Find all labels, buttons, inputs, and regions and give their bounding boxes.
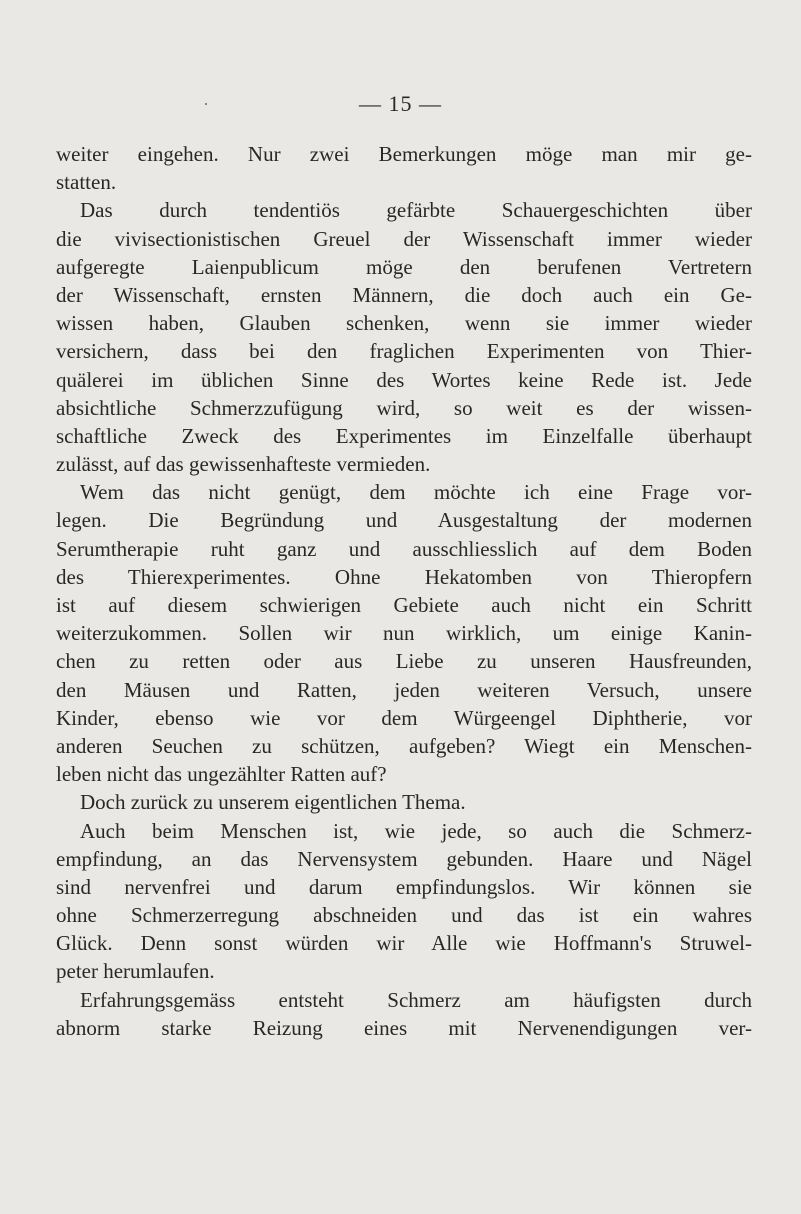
text-line: empfindung, an das Nervensystem gebunden. Haare und Nägel (56, 846, 752, 871)
text-line: schaftliche Zweck des Experimentes im Einzelfalle überhaupt (56, 423, 752, 448)
page-number: — 15 — (359, 91, 442, 116)
text-line: des Thierexperimentes. Ohne Hekatomben von Thieropfern (56, 564, 752, 589)
text-line: den Mäusen und Ratten, jeden weiteren Versuch, unsere (56, 677, 752, 702)
text-line: leben nicht das ungezählter Ratten auf? (56, 762, 387, 787)
text-line: anderen Seuchen zu schützen, aufgeben? Wiegt ein Menschen- (56, 733, 752, 758)
text-line: wissen haben, Glauben schenken, wenn sie immer wieder (56, 311, 752, 336)
text-line: peter herumlaufen. (56, 959, 215, 984)
text-line: sind nervenfrei und darum empfindungslos. Wir können sie (56, 874, 752, 899)
text-line: abnorm starke Reizung eines mit Nervenendigungen ver- (56, 1015, 752, 1040)
text-line: ohne Schmerzerregung abschneiden und das ist ein wahres (56, 903, 752, 928)
text-line: die vivisectionistischen Greuel der Wissenschaft immer wieder (56, 226, 752, 251)
text-line: chen zu retten oder aus Liebe zu unseren Hausfreunden, (56, 649, 752, 674)
text-line: zulässt, auf das gewissenhafteste vermieden. (56, 452, 431, 477)
text-line: Doch zurück zu unserem eigentlichen Thema. (80, 790, 466, 815)
text-line: quälerei im üblichen Sinne des Wortes keine Rede ist. Jede (56, 367, 752, 392)
text-line: legen. Die Begründung und Ausgestaltung der modernen (56, 508, 752, 533)
text-line: der Wissenschaft, ernsten Männern, die doch auch ein Ge- (56, 282, 752, 307)
text-line: ist auf diesem schwierigen Gebiete auch nicht ein Schritt (56, 593, 752, 617)
text-line: Auch beim Menschen ist, wie jede, so auch die Schmerz- (80, 818, 752, 843)
text-line: Wem das nicht genügt, dem möchte ich eine Frage vor- (80, 480, 752, 505)
text-line: weiter eingehen. Nur zwei Bemerkungen möge man mir ge- (56, 142, 752, 166)
text-line: statten. (56, 170, 117, 195)
text-line: absichtliche Schmerzzufügung wird, so weit es der wissen- (56, 395, 752, 420)
text-line: weiterzukommen. Sollen wir nun wirklich, um einige Kanin- (56, 621, 752, 646)
text-line: Erfahrungsgemäss entsteht Schmerz am häufigsten durch (80, 987, 752, 1012)
text-line: Serumtherapie ruht ganz und ausschliesslich auf dem Boden (56, 536, 752, 561)
text-line: Das durch tendentiös gefärbte Schauergeschichten über (80, 198, 752, 223)
text-line: aufgeregte Laienpublicum möge den berufenen Vertretern (56, 254, 752, 279)
text-line: versichern, dass bei den fraglichen Experimenten von Thier- (56, 339, 752, 364)
text-line: Kinder, ebenso wie vor dem Würgeengel Diphtherie, vor (56, 705, 752, 730)
text-line: Glück. Denn sonst würden wir Alle wie Hoffmann's Struwel- (56, 931, 752, 956)
body-text (56, 140, 752, 1042)
